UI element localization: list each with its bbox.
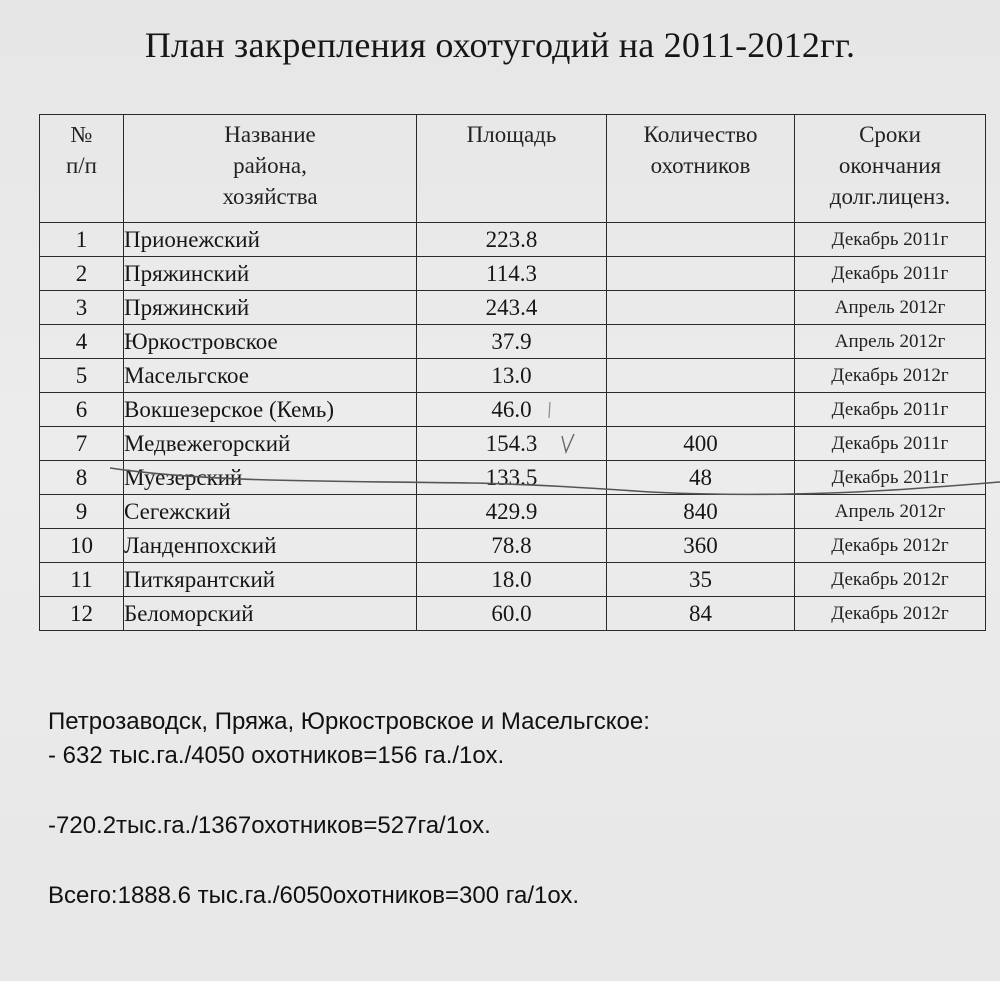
cell-number: 5 bbox=[40, 359, 124, 393]
cell-hunters-count bbox=[607, 257, 795, 291]
cell-license-term: Декабрь 2011г bbox=[795, 393, 986, 427]
cell-area: 133.5 bbox=[417, 461, 607, 495]
table-row bbox=[40, 223, 986, 257]
cell-license-term: Апрель 2012г bbox=[795, 325, 986, 359]
table-row bbox=[40, 325, 986, 359]
header-number: № п/п bbox=[40, 115, 124, 223]
cell-area: 78.8 bbox=[417, 529, 607, 563]
cell-district-name: Ланденпохский bbox=[124, 529, 417, 563]
table-row bbox=[40, 427, 986, 461]
notes-line-1: Петрозаводск, Пряжа, Юркостровское и Масельгское: bbox=[48, 708, 650, 735]
cell-district-name: Муезерский bbox=[124, 461, 417, 495]
cell-number: 9 bbox=[40, 495, 124, 529]
cell-hunters-count bbox=[607, 359, 795, 393]
cell-district-name: Пряжинский bbox=[124, 257, 417, 291]
table-row bbox=[40, 461, 986, 495]
cell-hunters-count bbox=[607, 325, 795, 359]
table-row bbox=[40, 495, 986, 529]
cell-license-term: Декабрь 2012г bbox=[795, 529, 986, 563]
cell-area: 243.4 bbox=[417, 291, 607, 325]
notes-line-3: -720.2тыс.га./1367охотников=527га/1ох. bbox=[48, 812, 491, 839]
cell-area: 13.0 bbox=[417, 359, 607, 393]
cell-license-term: Апрель 2012г bbox=[795, 291, 986, 325]
cell-hunters-count: 35 bbox=[607, 563, 795, 597]
cell-district-name: Сегежский bbox=[124, 495, 417, 529]
table-row bbox=[40, 597, 986, 631]
cell-area: 46.0 bbox=[417, 393, 607, 427]
cell-hunters-count: 84 bbox=[607, 597, 795, 631]
cell-area: 37.9 bbox=[417, 325, 607, 359]
notes-line-4: Всего:1888.6 тыс.га./6050охотников=300 га/1ох. bbox=[48, 882, 580, 909]
cell-license-term: Декабрь 2012г bbox=[795, 359, 986, 393]
cell-district-name: Пряжинский bbox=[124, 291, 417, 325]
table-row bbox=[40, 393, 986, 427]
cell-district-name: Прионежский bbox=[124, 223, 417, 257]
cell-number: 3 bbox=[40, 291, 124, 325]
cell-number: 12 bbox=[40, 597, 124, 631]
document-title: План закрепления охотугодий на 2011-2012гг. bbox=[144, 25, 856, 65]
cell-area: 114.3 bbox=[417, 257, 607, 291]
cell-hunters-count: 840 bbox=[607, 495, 795, 529]
cell-hunters-count: 400 bbox=[607, 427, 795, 461]
cell-number: 8 bbox=[40, 461, 124, 495]
header-license-term: Сроки окончания долг.лиценз. bbox=[795, 115, 986, 223]
cell-number: 6 bbox=[40, 393, 124, 427]
cell-area: 18.0 bbox=[417, 563, 607, 597]
cell-license-term: Декабрь 2011г bbox=[795, 461, 986, 495]
cell-hunters-count bbox=[607, 291, 795, 325]
cell-number: 7 bbox=[40, 427, 124, 461]
hunting-grounds-table bbox=[39, 114, 986, 631]
cell-hunters-count: 48 bbox=[607, 461, 795, 495]
table-row bbox=[40, 359, 986, 393]
cell-license-term: Декабрь 2011г bbox=[795, 223, 986, 257]
cell-area: 223.8 bbox=[417, 223, 607, 257]
cell-license-term: Декабрь 2011г bbox=[795, 427, 986, 461]
cell-hunters-count bbox=[607, 393, 795, 427]
table-body bbox=[40, 223, 986, 631]
cell-district-name: Вокшезерское (Кемь) bbox=[124, 393, 417, 427]
cell-number: 11 bbox=[40, 563, 124, 597]
calculation-notes bbox=[48, 705, 978, 913]
cell-license-term: Декабрь 2012г bbox=[795, 563, 986, 597]
cell-district-name: Масельгское bbox=[124, 359, 417, 393]
cell-district-name: Юркостровское bbox=[124, 325, 417, 359]
cell-hunters-count bbox=[607, 223, 795, 257]
cell-hunters-count: 360 bbox=[607, 529, 795, 563]
notes-line-2: - 632 тыс.га./4050 охотников=156 га./1ох. bbox=[48, 742, 505, 769]
table-row bbox=[40, 291, 986, 325]
cell-area: 154.3 bbox=[417, 427, 607, 461]
cell-district-name: Медвежегорский bbox=[124, 427, 417, 461]
cell-number: 2 bbox=[40, 257, 124, 291]
cell-license-term: Декабрь 2011г bbox=[795, 257, 986, 291]
cell-license-term: Декабрь 2012г bbox=[795, 597, 986, 631]
header-area: Площадь bbox=[417, 115, 607, 223]
cell-area: 60.0 bbox=[417, 597, 607, 631]
cell-district-name: Питкярантский bbox=[124, 563, 417, 597]
cell-area: 429.9 bbox=[417, 495, 607, 529]
table-header-row bbox=[40, 115, 986, 223]
table-row bbox=[40, 529, 986, 563]
table-row bbox=[40, 257, 986, 291]
cell-number: 1 bbox=[40, 223, 124, 257]
table-row bbox=[40, 563, 986, 597]
cell-number: 10 bbox=[40, 529, 124, 563]
cell-district-name: Беломорский bbox=[124, 597, 417, 631]
header-hunters-count: Количество охотников bbox=[607, 115, 795, 223]
cell-license-term: Апрель 2012г bbox=[795, 495, 986, 529]
cell-number: 4 bbox=[40, 325, 124, 359]
header-district-name: Название района, хозяйства bbox=[124, 115, 417, 223]
